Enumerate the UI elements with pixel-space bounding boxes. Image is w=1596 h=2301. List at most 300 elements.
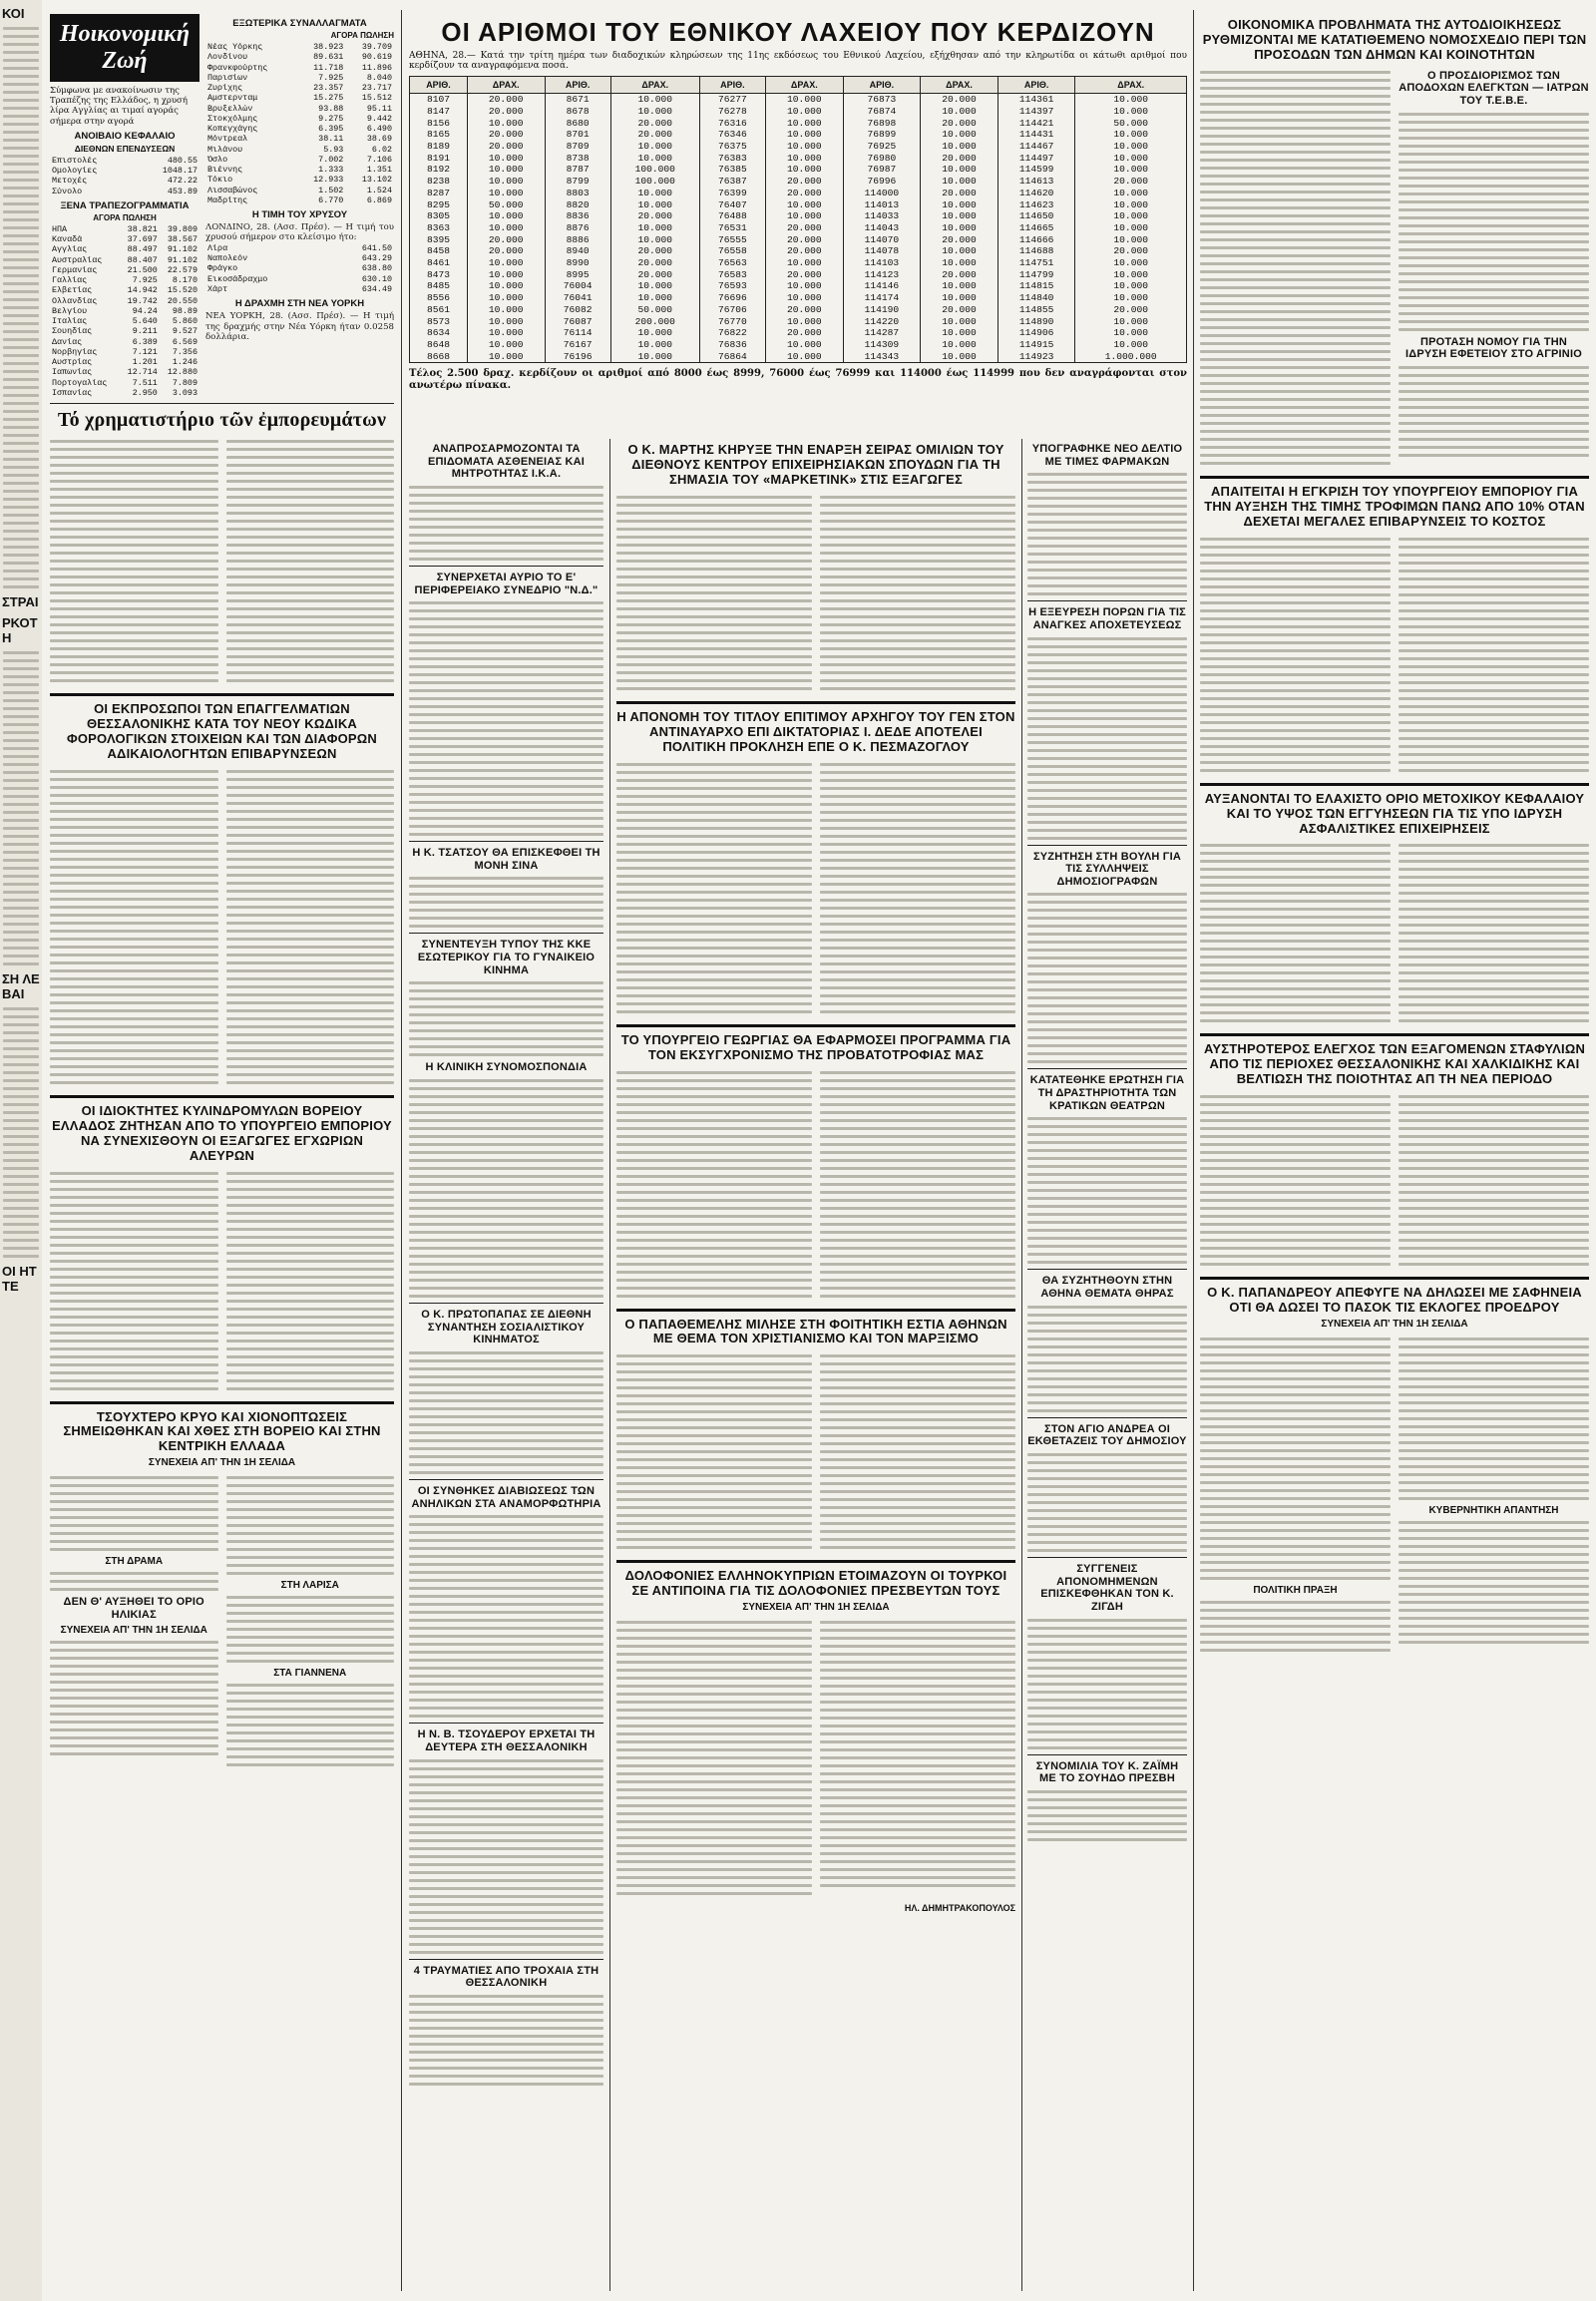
row-value: 15.512 <box>361 93 392 104</box>
lottery-number: 76375 <box>699 141 765 153</box>
row-value: 6.490 <box>366 124 392 134</box>
lottery-amount: 10.000 <box>467 257 545 269</box>
table-row: Ομολογίες 1048.17 <box>52 166 198 176</box>
table-row <box>205 73 394 83</box>
row-label: Μόντρεαλ <box>207 134 248 145</box>
lottery-row <box>410 234 1187 246</box>
lottery-number: 8648 <box>410 339 468 351</box>
lottery-amount: 20.000 <box>610 257 699 269</box>
lottery-row <box>410 292 1187 304</box>
lottery-amount: 20.000 <box>610 245 699 257</box>
lottery-amount: 10.000 <box>921 327 998 339</box>
lottery-row <box>410 280 1187 292</box>
table-row <box>205 175 394 185</box>
row-label: Γαλλίας <box>52 275 88 285</box>
lottery-number: 114497 <box>998 153 1075 165</box>
lottery-amount: 10.000 <box>610 141 699 153</box>
lottery-amount: 100.000 <box>610 164 699 176</box>
table-row <box>205 284 394 294</box>
row-value: 1.502 <box>318 185 344 195</box>
lottery-number: 114000 <box>843 188 921 199</box>
row-value: 5.860 <box>172 316 198 326</box>
lottery-amount: 10.000 <box>610 280 699 292</box>
article-title: ΑΥΣΤΗΡΟΤΕΡΟΣ ΕΛΕΓΧΟΣ ΤΩΝ ΕΞΑΓΟΜΕΝΩΝ ΣΤΑΦΥΛΙΩΝ ΑΠΟ ΤΙΣ ΠΕΡΙΟΧΕΣ ΘΕΣΣΑΛΟΝΙΚΗΣ ΚΑΙ ΧΑΛΚΙΔΙΚΗΣ ΚΑΙ ΒΕΛΤΙΩΣΗ ΤΗΣ ΠΟΙΟΤΗΤΑΣ ΑΠ ΤΗ ΝΕΑ ΠΕΡΙΟΔΟ <box>1203 1041 1586 1087</box>
article-subtitle: ΣΥΝΕΧΕΙΑ ΑΠ' ΤΗΝ 1Η ΣΕΛΙΔΑ <box>742 1602 890 1614</box>
lottery-number: 76346 <box>699 129 765 141</box>
row-value: 23.717 <box>361 83 392 93</box>
row-label: Βρυξελλών <box>207 103 253 114</box>
row-value: 6.395 <box>318 124 344 134</box>
row-label: Καναδά <box>52 234 83 244</box>
lottery-number: 8458 <box>410 245 468 257</box>
article-title: 4 ΤΡΑΥΜΑΤΙΕΣ ΑΠΟ ΤΡΟΧΑΙΑ ΣΤΗ ΘΕΣΣΑΛΟΝΙΚΗ <box>413 1964 599 1990</box>
row-label: Μαδρίτης <box>207 194 248 205</box>
lottery-amount: 10.000 <box>1075 199 1187 211</box>
table-row <box>50 255 200 265</box>
lottery-amount: 10.000 <box>467 280 545 292</box>
lottery-number: 8189 <box>410 141 468 153</box>
lottery-amount: 10.000 <box>1075 164 1187 176</box>
row-label: Βιέννης <box>207 165 243 175</box>
lottery-amount: 10.000 <box>921 210 998 222</box>
row-value: 6.569 <box>172 336 198 347</box>
lottery-amount: 10.000 <box>467 153 545 165</box>
row-value: 6.389 <box>132 336 158 347</box>
lottery-table <box>409 76 1187 363</box>
table-row <box>205 165 394 175</box>
row-label: Σουηδίας <box>52 326 93 337</box>
lottery-amount: 20.000 <box>1075 245 1187 257</box>
lottery-number: 114855 <box>998 304 1075 316</box>
row-value: 93.88 <box>318 103 344 114</box>
table-row <box>50 306 200 316</box>
row-label: Μιλάνου <box>207 144 243 155</box>
lottery-amount: 10.000 <box>1075 280 1187 292</box>
lottery-number: 114070 <box>843 234 921 246</box>
article-title: ΣΤΟΝ ΑΓΙΟ ΑΝΔΡΕΑ ΟΙ ΕΚΘΕΤΑΖΕΙΣ ΤΟΥ ΔΗΜΟΣΙΟΥ <box>1027 1422 1187 1448</box>
lottery-amount: 10.000 <box>610 292 699 304</box>
lottery-row <box>410 351 1187 363</box>
lottery-amount: 10.000 <box>766 129 844 141</box>
lottery-number: 76004 <box>545 280 610 292</box>
lottery-amount: 10.000 <box>610 153 699 165</box>
table-row <box>50 378 200 388</box>
row-label: Όσλο <box>207 154 228 165</box>
lottery-number: 8295 <box>410 199 468 211</box>
row-label: Παρισίων <box>207 72 248 83</box>
lottery-number: 8678 <box>545 106 610 118</box>
lottery-number: 114906 <box>998 327 1075 339</box>
strip-fragment: ΡΚΟΤΗ <box>2 615 38 645</box>
lottery-amount: 10.000 <box>766 164 844 176</box>
lottery-amount: 20.000 <box>766 188 844 199</box>
row-value: 20.550 <box>167 295 198 306</box>
lottery-number: 8995 <box>545 269 610 281</box>
lottery-amount: 20.000 <box>921 94 998 106</box>
article-title: Η ΕΞΕΥΡΕΣΗ ΠΟΡΩΝ ΓΙΑ ΤΙΣ ΑΝΑΓΚΕΣ ΑΠΟΧΕΤΕΥΣΕΩΣ <box>1028 606 1186 631</box>
lottery-number: 114815 <box>998 280 1075 292</box>
lottery-number: 76531 <box>699 222 765 234</box>
lottery-number: 8556 <box>410 292 468 304</box>
row-value: 21.500 <box>127 264 158 275</box>
lottery-number: 8671 <box>545 94 610 106</box>
lottery-number: 8836 <box>545 210 610 222</box>
lottery-row <box>410 269 1187 281</box>
row-value: 13.102 <box>361 175 392 186</box>
row-value: 9.211 <box>132 326 158 337</box>
lottery-col-number: ΑΡΙΘ. <box>843 77 921 94</box>
lottery-amount: 10.000 <box>1075 257 1187 269</box>
lottery-col-amount: ΔΡΑΧ. <box>921 77 998 94</box>
row-label: Νέας Υόρκης <box>207 42 263 52</box>
lottery-number: 8147 <box>410 106 468 118</box>
article-title: ΠΡΟΤΑΣΗ ΝΟΜΟΥ ΓΙΑ ΤΗΝ ΙΔΡΥΣΗ ΕΦΕΤΕΙΟΥ ΣΤΟ ΑΓΡΙΝΙΟ <box>1405 335 1582 361</box>
row-label: Δανίας <box>52 336 83 347</box>
article-title: ΔΕΝ Θ' ΑΥΞΗΘΕΙ ΤΟ ΟΡΙΟ ΗΛΙΚΙΑΣ <box>63 1596 204 1621</box>
row-value: 98.89 <box>172 305 198 316</box>
row-value: 15.275 <box>313 93 344 104</box>
lottery-amount: 10.000 <box>467 222 545 234</box>
dateline: ΣΤΗ ΛΑΡΙΣΑ <box>280 1580 339 1592</box>
lottery-number: 114665 <box>998 222 1075 234</box>
lottery-number: 8803 <box>545 188 610 199</box>
row-label: Χάρτ <box>207 283 228 294</box>
lottery-amount: 200.000 <box>610 316 699 328</box>
lottery-number: 114103 <box>843 257 921 269</box>
lottery-amount: 10.000 <box>467 118 545 130</box>
lottery-amount: 10.000 <box>467 316 545 328</box>
lottery-amount: 10.000 <box>921 245 998 257</box>
table-row <box>205 253 394 263</box>
lottery-number: 76316 <box>699 118 765 130</box>
lottery-amount: 10.000 <box>610 94 699 106</box>
table-row: Επιστολές 480.55 <box>52 155 198 166</box>
lottery-number: 114431 <box>998 129 1075 141</box>
lottery-number: 76925 <box>843 141 921 153</box>
lottery-row <box>410 257 1187 269</box>
table-row <box>205 145 394 155</box>
lottery-amount: 20.000 <box>766 327 844 339</box>
lottery-number: 8287 <box>410 188 468 199</box>
lottery-amount: 20.000 <box>766 234 844 246</box>
row-label: Τόκιο <box>207 175 233 186</box>
drachma-title: Η ΔΡΑΧΜΗ ΣΤΗ ΝΕΑ ΥΟΡΚΗ <box>234 298 365 310</box>
lottery-number: 76899 <box>843 129 921 141</box>
row-value: 638.80 <box>361 263 392 274</box>
table-row <box>205 63 394 73</box>
lottery-amount: 10.000 <box>467 164 545 176</box>
row-value: 38.567 <box>167 234 198 244</box>
row-value: 5.93 <box>323 144 344 155</box>
row-value: 6.02 <box>371 144 392 155</box>
article-subtitle: ΣΥΝΕΧΕΙΑ ΑΠ' ΤΗΝ 1Η ΣΕΛΙΔΑ <box>60 1624 207 1636</box>
lottery-number: 114361 <box>998 94 1075 106</box>
lottery-number: 114467 <box>998 141 1075 153</box>
row-value: 7.106 <box>366 154 392 165</box>
table-row <box>205 52 394 62</box>
lottery-amount: 10.000 <box>766 199 844 211</box>
article-title: ΚΑΤΑΤΕΘΗΚΕ ΕΡΩΤΗΣΗ ΓΙΑ ΤΗ ΔΡΑΣΤΗΡΙΟΤΗΤΑ ΤΩΝ ΚΡΑΤΙΚΩΝ ΘΕΑΤΡΩΝ <box>1029 1074 1185 1112</box>
gold-text: ΛΟΝΔΙΝΟ, 28. (Ασσ. Πρέσ). — Η τιμή του χρυσού σήμερον στο κλείσιμο ήτο: <box>205 222 394 243</box>
lottery-number: 114890 <box>998 316 1075 328</box>
row-label: Στοκχόλμης <box>207 113 258 124</box>
lottery-amount: 10.000 <box>766 292 844 304</box>
column-e <box>1200 14 1589 2293</box>
lottery-col-number: ΑΡΙΘ. <box>998 77 1075 94</box>
lottery-amount: 20.000 <box>467 245 545 257</box>
table-row <box>50 224 200 234</box>
lottery-number: 8165 <box>410 129 468 141</box>
row-label: Γερμανίας <box>52 264 98 275</box>
lottery-amount: 10.000 <box>467 269 545 281</box>
lottery-section <box>409 14 1187 433</box>
lottery-number: 8940 <box>545 245 610 257</box>
article-title: ΘΑ ΣΥΖΗΤΗΘΟΥΝ ΣΤΗΝ ΑΘΗΝΑ ΘΕΜΑΤΑ ΘΗΡΑΣ <box>1040 1275 1174 1301</box>
table-row <box>205 274 394 284</box>
strip-fragment: ΚΟΙ <box>2 6 25 21</box>
lottery-amount: 20.000 <box>921 188 998 199</box>
lottery-number: 8107 <box>410 94 468 106</box>
row-value: 8.040 <box>366 72 392 83</box>
lottery-amount: 10.000 <box>766 94 844 106</box>
lottery-number: 76087 <box>545 316 610 328</box>
masthead-intro: Σύμφωνα με ανακοίνωσιν της Τραπέζης της Ελλάδος, η χρυσή λίρα Αγγλίας αι τιμαί αγοράς σήμερα στην αγορά <box>50 86 188 127</box>
lottery-number: 114751 <box>998 257 1075 269</box>
lottery-amount: 20.000 <box>610 269 699 281</box>
lottery-row <box>410 94 1187 106</box>
lottery-number: 76822 <box>699 327 765 339</box>
article-title: ΑΥΞΑΝΟΝΤΑΙ ΤΟ ΕΛΑΧΙΣΤΟ ΟΡΙΟ ΜΕΤΟΧΙΚΟΥ ΚΕΦΑΛΑΙΟΥ ΚΑΙ ΤΟ ΥΨΟΣ ΤΩΝ ΕΓΓΥΗΣΕΩΝ ΓΙΑ ΤΙΣ ΥΠΟ ΙΔΡΥΣΗ ΑΣΦΑΛΙΣΤΙΚΕΣ ΕΠΙΧΕΙΡΗΣΕΙΣ <box>1204 790 1585 836</box>
lottery-number: 8701 <box>545 129 610 141</box>
row-label: Αυστραλίας <box>52 254 103 265</box>
lottery-amount: 10.000 <box>467 188 545 199</box>
lottery-number: 76770 <box>699 316 765 328</box>
row-value: 1.246 <box>172 357 198 367</box>
row-value: 9.527 <box>172 326 198 337</box>
lottery-number: 114650 <box>998 210 1075 222</box>
row-value: 7.925 <box>132 275 158 285</box>
lottery-amount: 20.000 <box>1075 176 1187 188</box>
lottery-number: 76563 <box>699 257 765 269</box>
table-row <box>205 186 394 195</box>
lottery-amount: 20.000 <box>766 304 844 316</box>
lottery-amount: 20.000 <box>766 222 844 234</box>
table-row <box>50 357 200 367</box>
lottery-row <box>410 316 1187 328</box>
row-value: 11.896 <box>361 62 392 73</box>
lottery-number: 8561 <box>410 304 468 316</box>
article-title: ΣΥΝΟΜΙΛΙΑ ΤΟΥ Κ. ΖΑΪΜΗ ΜΕ ΤΟ ΣΟΥΗΔΟ ΠΡΕΣΒΗ <box>1035 1759 1179 1785</box>
lottery-amount: 10.000 <box>766 210 844 222</box>
table-row <box>205 104 394 114</box>
lottery-footer: Τέλος 2.500 δραχ. κερδίζουν οι αριθμοί από 8000 έως 8999, 76000 έως 76999 και 114000 έως 114999 που δεν αναγράφονται στον ανωτέρω πίνακα. <box>409 368 1187 392</box>
lottery-row <box>410 141 1187 153</box>
row-value: 9.275 <box>318 113 344 124</box>
lottery-amount: 100.000 <box>610 176 699 188</box>
lottery-number: 76583 <box>699 269 765 281</box>
table-row <box>205 42 394 52</box>
lottery-amount: 10.000 <box>610 327 699 339</box>
table-row <box>50 244 200 254</box>
lottery-amount: 10.000 <box>610 351 699 363</box>
row-value: 38.923 <box>313 42 344 52</box>
lottery-amount: 10.000 <box>921 257 998 269</box>
article-title: ΤΣΟΥΧΤΕΡΟ ΚΡΥΟ ΚΑΙ ΧΙΟΝΟΠΤΩΣΕΙΣ ΣΗΜΕΙΩΘΗΚΑΝ ΚΑΙ ΧΘΕΣ ΣΤΗ ΒΟΡΕΙΟ ΚΑΙ ΣΤΗΝ ΚΕΝΤΡΙΚΗ ΕΛΛΑΔΑ <box>63 1408 381 1454</box>
lottery-number: 114620 <box>998 188 1075 199</box>
banknotes-subtitle: ΑΓΟΡΑ ΠΩΛΗΣΗ <box>93 212 157 222</box>
lottery-number: 8192 <box>410 164 468 176</box>
capital-table <box>50 156 200 196</box>
lottery-amount: 20.000 <box>467 234 545 246</box>
lottery-number: 76399 <box>699 188 765 199</box>
lottery-amount: 10.000 <box>467 176 545 188</box>
drachma-text: ΝΕΑ ΥΟΡΚΗ, 28. (Ασσ. Πρέσ). — Η τιμή της δραχμής στην Νέα Υόρκη ήταν 0.0258 δολλάρια. <box>205 311 394 343</box>
lottery-row <box>410 176 1187 188</box>
lottery-col-amount: ΔΡΑΧ. <box>1075 77 1187 94</box>
lottery-amount: 10.000 <box>467 304 545 316</box>
lottery-amount: 20.000 <box>1075 304 1187 316</box>
row-value: 38.69 <box>366 134 392 145</box>
lottery-number: 76996 <box>843 176 921 188</box>
lottery-number: 76385 <box>699 164 765 176</box>
lottery-number: 114397 <box>998 106 1075 118</box>
lottery-row <box>410 164 1187 176</box>
lottery-amount: 20.000 <box>467 94 545 106</box>
lottery-intro: ΑΘΗΝΑ, 28.— Κατά την τρίτη ημέρα των διαδοχικών κληρώσεων της 11ης εκδόσεως του Εθνικού Λαχείου, εξήχθησαν από την κληρωτίδα οι κάτωθι αριθμοί που κερδίζουν τα αναγραφόμενα ποσά. <box>409 50 1187 72</box>
row-value: 22.579 <box>167 264 198 275</box>
lottery-number: 114915 <box>998 339 1075 351</box>
table-row <box>50 388 200 398</box>
row-value: 1.524 <box>366 185 392 195</box>
column-b <box>409 439 603 2294</box>
row-value: 7.925 <box>318 72 344 83</box>
article-title: ΣΥΝΕΡΧΕΤΑΙ ΑΥΡΙΟ ΤΟ Ε' ΠΕΡΙΦΕΡΕΙΑΚΟ ΣΥΝΕΔΡΙΟ "Ν.Δ." <box>414 571 598 596</box>
lottery-amount: 20.000 <box>467 129 545 141</box>
table-row <box>50 347 200 357</box>
row-value: 5.640 <box>132 316 158 326</box>
lottery-amount: 20.000 <box>610 210 699 222</box>
row-value: 38.11 <box>318 134 344 145</box>
row-value: 7.511 <box>132 377 158 388</box>
article-title: Η Κ. ΤΣΑΤΣΟΥ ΘΑ ΕΠΙΣΚΕΦΘΕΙ ΤΗ ΜΟΝΗ ΣΙΝΑ <box>412 847 600 872</box>
lottery-amount: 1.000.000 <box>1075 351 1187 363</box>
section-heading: ΠΟΛΙΤΙΚΗ ΠΡΑΞΗ <box>1253 1585 1338 1597</box>
lottery-number: 114688 <box>998 245 1075 257</box>
lottery-amount: 10.000 <box>766 141 844 153</box>
lottery-number: 8709 <box>545 141 610 153</box>
lottery-amount: 10.000 <box>467 292 545 304</box>
lottery-row <box>410 339 1187 351</box>
table-row <box>205 155 394 165</box>
lottery-col-amount: ΔΡΑΧ. <box>467 77 545 94</box>
row-value: 7.121 <box>132 346 158 357</box>
lottery-amount: 10.000 <box>467 210 545 222</box>
lottery-amount: 10.000 <box>1075 188 1187 199</box>
lottery-number: 76082 <box>545 304 610 316</box>
lottery-amount: 10.000 <box>921 351 998 363</box>
table-row <box>205 243 394 253</box>
table-row: Μετοχές 472.22 <box>52 176 198 187</box>
lottery-number: 8820 <box>545 199 610 211</box>
row-value: 38.821 <box>127 223 158 234</box>
row-label: Ισπανίας <box>52 387 93 398</box>
lottery-number: 114343 <box>843 351 921 363</box>
row-value: 8.170 <box>172 275 198 285</box>
table-row <box>50 275 200 285</box>
row-label: Ιαπωνίας <box>52 367 93 378</box>
table-row <box>205 124 394 134</box>
row-value: 2.950 <box>132 387 158 398</box>
row-value: 12.880 <box>167 367 198 378</box>
lottery-number: 76041 <box>545 292 610 304</box>
lottery-number: 76167 <box>545 339 610 351</box>
lottery-amount: 20.000 <box>921 234 998 246</box>
article-title: ΑΠΑΙΤΕΙΤΑΙ Η ΕΓΚΡΙΣΗ ΤΟΥ ΥΠΟΥΡΓΕΙΟΥ ΕΜΠΟΡΙΟΥ ΓΙΑ ΤΗΝ ΑΥΞΗΣΗ ΤΗΣ ΤΙΜΗΣ ΤΡΟΦΙΜΩΝ ΠΑΝΩ ΑΠΟ 10% ΟΤΑΝ ΔΕΧΕΤΑΙ ΜΕΓΑΛΕΣ ΕΠΙΒΑΡΥΝΣΕΙΣ ΤΟ ΚΟΣΤΟΣ <box>1204 483 1585 529</box>
lottery-amount: 10.000 <box>766 106 844 118</box>
lottery-number: 8461 <box>410 257 468 269</box>
lottery-number: 8156 <box>410 118 468 130</box>
row-value: 90.619 <box>361 52 392 63</box>
article-title: ΟΙ ΕΚΠΡΟΣΩΠΟΙ ΤΩΝ ΕΠΑΓΓΕΛΜΑΤΙΩΝ ΘΕΣΣΑΛΟΝΙΚΗΣ ΚΑΤΑ ΤΟΥ ΝΕΟΥ ΚΩΔΙΚΑ ΦΟΡΟΛΟΓΙΚΩΝ ΣΤΟΙΧΕΙΩΝ ΚΑΙ ΤΩΝ ΔΙΑΦΟΡΩΝ ΑΔΙΚΑΙΟΛΟΓΗΤΩΝ ΕΠΙΒΑΡΥΝΣΕΩΝ <box>67 701 377 761</box>
lottery-amount: 10.000 <box>1075 141 1187 153</box>
table-row <box>205 263 394 273</box>
row-label: Φρανκφούρτης <box>207 62 268 73</box>
lottery-number: 114923 <box>998 351 1075 363</box>
lottery-number: 76196 <box>545 351 610 363</box>
lottery-amount: 20.000 <box>921 153 998 165</box>
lottery-amount: 10.000 <box>766 316 844 328</box>
lottery-amount: 10.000 <box>766 339 844 351</box>
table-row <box>50 296 200 306</box>
lottery-number: 76874 <box>843 106 921 118</box>
article-title: Ο Κ. ΜΑΡΤΗΣ ΚΗΡΥΞΕ ΤΗΝ ΕΝΑΡΞΗ ΣΕΙΡΑΣ ΟΜΙΛΙΩΝ ΤΟΥ ΔΙΕΘΝΟΥΣ ΚΕΝΤΡΟΥ ΕΠΙΧΕΙΡΗΣΙΑΚΩΝ ΣΠΟΥΔΩΝ ΓΙΑ ΤΗ ΣΗΜΑΣΙΑ ΤΟΥ «ΜΑΡΚΕΤΙΝΚ» ΣΤΙΣ ΕΞΑΓΩΓΕΣ <box>627 442 1004 487</box>
row-value: 88.497 <box>127 244 158 255</box>
article-title: ΟΙ ΣΥΝΘΗΚΕΣ ΔΙΑΒΙΩΣΕΩΣ ΤΩΝ ΑΝΗΛΙΚΩΝ ΣΤΑ ΑΝΑΜΟΡΦΩΤΗΡΙΑ <box>411 1484 601 1510</box>
lottery-row <box>410 210 1187 222</box>
table-row: Σύνολο 453.89 <box>52 186 198 196</box>
article-title: Ο ΠΡΟΣΔΙΟΡΙΣΜΟΣ ΤΩΝ ΑΠΟΔΟΧΩΝ ΕΛΕΓΚΤΩΝ — ΙΑΤΡΩΝ ΤΟΥ Τ.Ε.Β.Ε. <box>1398 69 1589 108</box>
lottery-amount: 10.000 <box>921 176 998 188</box>
lottery-col-number: ΑΡΙΘ. <box>545 77 610 94</box>
row-label: Ιταλίας <box>52 316 88 326</box>
row-value: 14.942 <box>127 285 158 296</box>
economy-masthead: Ηοικονομική Ζωή <box>50 14 200 82</box>
row-value: 91.102 <box>167 254 198 265</box>
lottery-amount: 10.000 <box>766 118 844 130</box>
lottery-number: 114190 <box>843 304 921 316</box>
row-value: 1.201 <box>132 357 158 367</box>
lottery-amount: 10.000 <box>921 164 998 176</box>
lottery-row <box>410 106 1187 118</box>
article-title: Ο Κ. ΠΑΠΑΝΔΡΕΟΥ ΑΠΕΦΥΓΕ ΝΑ ΔΗΛΩΣΕΙ ΜΕ ΣΑΦΗΝΕΙΑ ΟΤΙ ΘΑ ΔΩΣΕΙ ΤΟ ΠΑΣΟΚ ΤΙΣ ΕΚΛΟΓΕΣ ΠΡΟΕΔΡΟΥ <box>1207 1285 1582 1316</box>
lottery-number: 8886 <box>545 234 610 246</box>
row-value: 6.869 <box>366 194 392 205</box>
lottery-number: 76278 <box>699 106 765 118</box>
lottery-amount: 10.000 <box>610 222 699 234</box>
article-subtitle: ΣΥΝΕΧΕΙΑ ΑΠ' ΤΗΝ 1Η ΣΕΛΙΔΑ <box>148 1457 296 1469</box>
lottery-amount: 10.000 <box>467 351 545 363</box>
lottery-number: 76558 <box>699 245 765 257</box>
lottery-amount: 10.000 <box>1075 106 1187 118</box>
article-title: Ο Κ. ΠΡΩΤΟΠΑΠΑΣ ΣΕ ΔΙΕΘΝΗ ΣΥΝΑΝΤΗΣΗ ΣΟΣΙΑΛΙΣΤΙΚΟΥ ΚΙΝΗΜΑΤΟΣ <box>421 1309 592 1346</box>
row-value: 15.520 <box>167 285 198 296</box>
adjacent-page-strip <box>0 0 42 2301</box>
article-title: ΔΟΛΟΦΟΝΙΕΣ ΕΛΛΗΝΟΚΥΠΡΙΩΝ ΕΤΟΙΜΑΖΟΥΝ ΟΙ ΤΟΥΡΚΟΙ ΣΕ ΑΝΤΙΠΟΙΝΑ ΓΙΑ ΤΙΣ ΔΟΛΟΦΟΝΙΕΣ ΠΡΕΣΒΕΥΤΩΝ ΤΟΥΣ <box>624 1568 1007 1599</box>
lottery-number: 76387 <box>699 176 765 188</box>
lottery-number: 8395 <box>410 234 468 246</box>
row-value: 634.49 <box>361 283 392 294</box>
lottery-number: 76555 <box>699 234 765 246</box>
